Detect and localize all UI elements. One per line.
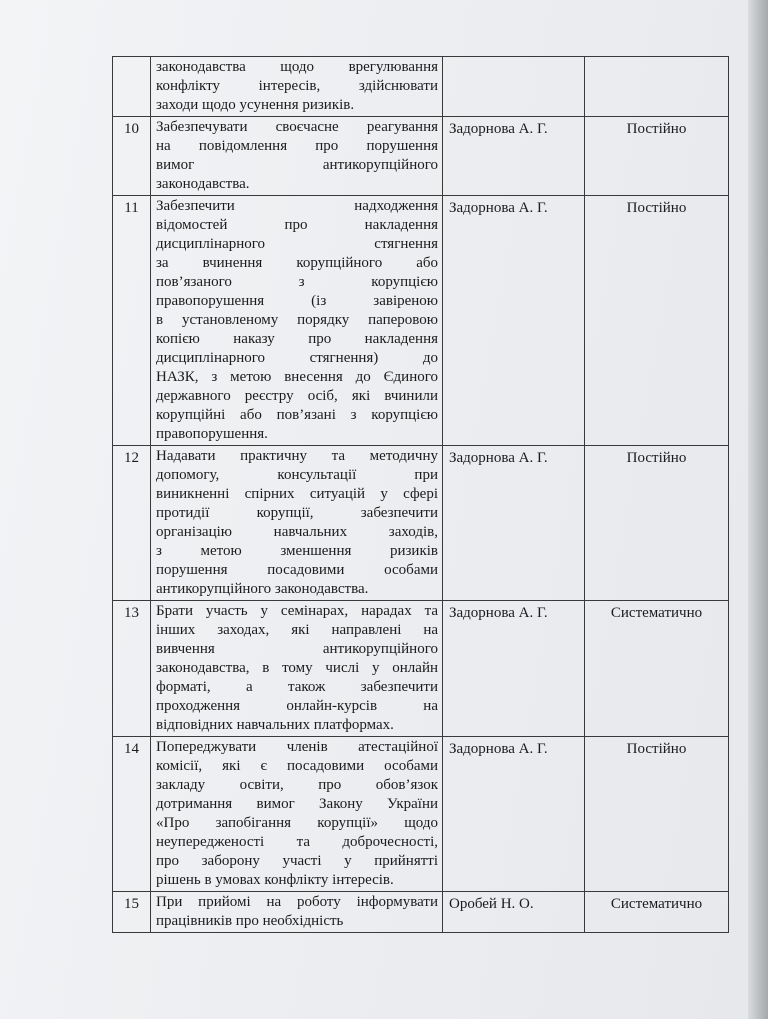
task-cell bbox=[151, 57, 443, 117]
task-text-line: антикорупційного законодавства. bbox=[156, 581, 369, 597]
task-text-line: комісії, які є посадовими особами bbox=[156, 758, 438, 774]
task-text-line: допомогу, консультації при bbox=[156, 467, 438, 483]
task-text-line: організацію навчальних заходів, bbox=[156, 524, 438, 540]
task-text-line: Брати участь у семінарах, нарадах та bbox=[156, 603, 438, 619]
responsible-person: Задорнова А. Г. bbox=[443, 601, 585, 737]
task-text-line: Забезпечувати своєчасне реагування bbox=[156, 119, 438, 135]
task-cell bbox=[151, 117, 443, 196]
task-cell bbox=[151, 446, 443, 601]
task-text-line: проходження онлайн-курсів на bbox=[156, 698, 438, 714]
table-body bbox=[113, 57, 729, 933]
task-cell bbox=[151, 737, 443, 892]
task-text-line: порушення посадовими особами bbox=[156, 562, 438, 578]
execution-term bbox=[585, 57, 729, 117]
execution-term: Систематично bbox=[585, 892, 729, 933]
task-text-line: про заборону участі у прийнятті bbox=[156, 853, 438, 869]
task-text-line: Надавати практичну та методичну bbox=[156, 448, 438, 464]
task-text-line: вимог антикорупційного bbox=[156, 157, 438, 173]
responsible-person: Задорнова А. Г. bbox=[443, 117, 585, 196]
execution-term: Систематично bbox=[585, 601, 729, 737]
task-text-line: законодавства, в тому числі у онлайн bbox=[156, 660, 438, 676]
task-text-line: на повідомлення про порушення bbox=[156, 138, 438, 154]
task-text-line: При прийомі на роботу інформувати bbox=[156, 894, 438, 910]
execution-term: Постійно bbox=[585, 117, 729, 196]
table-row bbox=[113, 737, 729, 892]
task-text-line: працівників про необхідність bbox=[156, 913, 344, 929]
task-text-line: протидії корупції, забезпечити bbox=[156, 505, 438, 521]
task-text-line: правопорушення. bbox=[156, 426, 268, 442]
task-text-line: заходи щодо усунення ризиків. bbox=[156, 97, 355, 113]
task-cell bbox=[151, 196, 443, 446]
row-number: 12 bbox=[113, 446, 151, 601]
responsible-person: Задорнова А. Г. bbox=[443, 446, 585, 601]
task-text-line: правопорушення (із завіреною bbox=[156, 293, 438, 309]
task-text-line: дисциплінарного стягнення bbox=[156, 236, 438, 252]
task-cell bbox=[151, 601, 443, 737]
table-row bbox=[113, 57, 729, 117]
task-text-line: в установленому порядку паперовою bbox=[156, 312, 438, 328]
task-cell bbox=[151, 892, 443, 933]
row-number: 15 bbox=[113, 892, 151, 933]
row-number: 14 bbox=[113, 737, 151, 892]
task-text-line: вивчення антикорупційного bbox=[156, 641, 438, 657]
task-text-line: неупередженості та доброчесності, bbox=[156, 834, 438, 850]
task-text-line: інших заходах, які направлені на bbox=[156, 622, 438, 638]
task-text-line: копією наказу про накладення bbox=[156, 331, 438, 347]
task-text-line: за вчинення корупційного або bbox=[156, 255, 438, 271]
task-text-line: законодавства. bbox=[156, 176, 250, 192]
task-text-line: державного реєстру осіб, які вчинили bbox=[156, 388, 438, 404]
responsible-person: Задорнова А. Г. bbox=[443, 737, 585, 892]
task-text-line: Попереджувати членів атестаційної bbox=[156, 739, 438, 755]
task-text-line: НАЗК, з метою внесення до Єдиного bbox=[156, 369, 438, 385]
table-row bbox=[113, 196, 729, 446]
table-row bbox=[113, 892, 729, 933]
table-row bbox=[113, 601, 729, 737]
task-text-line: конфлікту інтересів, здійснювати bbox=[156, 78, 438, 94]
task-text-line: пов’язаного з корупцією bbox=[156, 274, 438, 290]
row-number: 10 bbox=[113, 117, 151, 196]
task-text-line: рішень в умовах конфлікту інтересів. bbox=[156, 872, 394, 888]
execution-term: Постійно bbox=[585, 737, 729, 892]
row-number: 13 bbox=[113, 601, 151, 737]
anticorruption-plan-table bbox=[112, 56, 729, 933]
execution-term: Постійно bbox=[585, 446, 729, 601]
task-text-line: з метою зменшення ризиків bbox=[156, 543, 438, 559]
execution-term: Постійно bbox=[585, 196, 729, 446]
task-text-line: корупційні або пов’язані з корупцією bbox=[156, 407, 438, 423]
table-row bbox=[113, 446, 729, 601]
responsible-person: Оробей Н. О. bbox=[443, 892, 585, 933]
task-text-line: дисциплінарного стягнення) до bbox=[156, 350, 438, 366]
task-text-line: виникненні спірних ситуацій у сфері bbox=[156, 486, 438, 502]
responsible-person: Задорнова А. Г. bbox=[443, 196, 585, 446]
task-text-line: закладу освіти, про обов’язок bbox=[156, 777, 438, 793]
task-text-line: «Про запобігання корупції» щодо bbox=[156, 815, 438, 831]
task-text-line: законодавства щодо врегулювання bbox=[156, 59, 438, 75]
row-number: 11 bbox=[113, 196, 151, 446]
task-text-line: форматі, а також забезпечити bbox=[156, 679, 438, 695]
responsible-person bbox=[443, 57, 585, 117]
row-number bbox=[113, 57, 151, 117]
task-text-line: відомостей про накладення bbox=[156, 217, 438, 233]
task-text-line: відповідних навчальних платформах. bbox=[156, 717, 394, 733]
task-text-line: дотримання вимог Закону України bbox=[156, 796, 438, 812]
table-row bbox=[113, 117, 729, 196]
paper-edge bbox=[748, 0, 768, 1019]
task-text-line: Забезпечити надходження bbox=[156, 198, 438, 214]
